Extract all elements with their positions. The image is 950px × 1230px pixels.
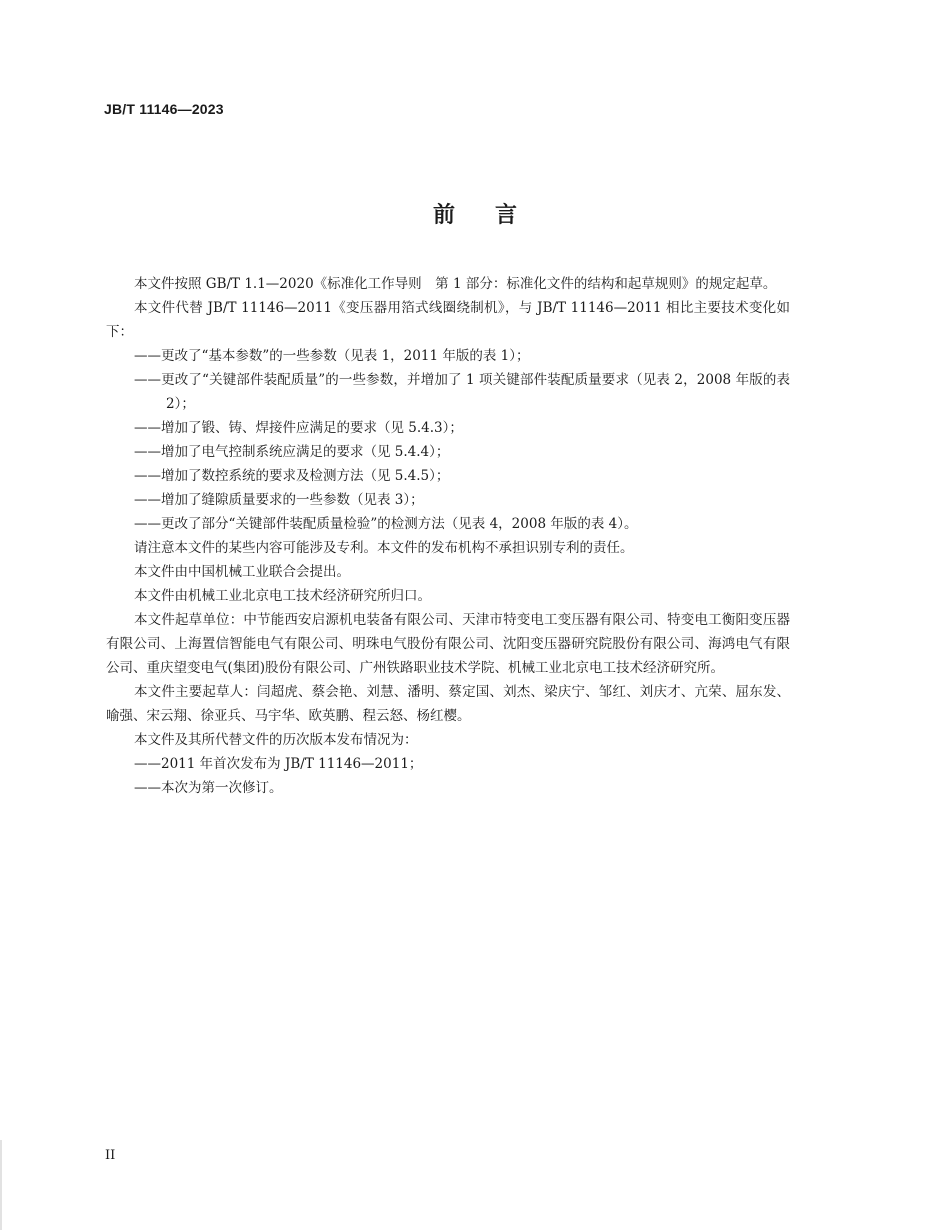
page-number: II	[105, 1148, 116, 1163]
foreword-paragraph-drafting-rule: 本文件按照 GB/T 1.1—2020《标准化工作导则 第 1 部分：标准化文件的结构和起草规则》的规定起草。	[134, 276, 777, 292]
foreword-paragraph-replaces: 本文件代替 JB/T 11146—2011《变压器用箔式线圈绕制机》，与 JB/T 11146—2011 相比主要技术变化如下：	[106, 300, 790, 340]
change-item: ——更改了部分“关键部件装配质量检验”的检测方法（见表 4，2008 年版的表 4）。	[134, 516, 638, 532]
drafting-units: 本文件起草单位：中节能西安启源机电装备有限公司、天津市特变电工变压器有限公司、特变电工衡阳变压器有限公司、上海置信智能电气有限公司、明珠电气股份有限公司、沈阳变压器研究院股份有限公司、海鸿电气有限公司、重庆望变电气(集团)股份有限公司、广州铁路职业技术学院、机械工业北京电工技术经济研究所。	[106, 612, 790, 676]
history-intro: 本文件及其所代替文件的历次版本发布情况为：	[134, 732, 418, 748]
page-edge-rule	[0, 1140, 2, 1230]
foreword-body	[106, 272, 790, 800]
change-item: ——增加了锻、铸、焊接件应满足的要求（见 5.4.3）；	[134, 420, 463, 436]
section-title: 前言	[432, 203, 557, 228]
drafters: 本文件主要起草人：闫超虎、蔡会艳、刘慧、潘明、蔡定国、刘杰、梁庆宁、邹红、刘庆才、亢荣、屈东发、喻强、宋云翔、徐亚兵、马宇华、欧英鹏、程云怒、杨红樱。	[106, 684, 790, 724]
standard-code-header: JB/T 11146—2023	[104, 101, 224, 117]
change-item: ——更改了“基本参数”的一些参数（见表 1，2011 年版的表 1）；	[134, 348, 530, 364]
change-item: ——增加了电气控制系统应满足的要求（见 5.4.4）；	[134, 444, 450, 460]
patent-notice: 请注意本文件的某些内容可能涉及专利。本文件的发布机构不承担识别专利的责任。	[134, 540, 634, 556]
change-item: ——更改了“关键部件装配质量”的一些参数，并增加了 1 项关键部件装配质量要求（见表 2，2008 年版的表 2）；	[134, 372, 790, 412]
history-item: ——本次为第一次修订。	[134, 780, 283, 796]
change-item: ——增加了数控系统的要求及检测方法（见 5.4.5）；	[134, 468, 450, 484]
proposed-by: 本文件由中国机械工业联合会提出。	[134, 564, 350, 580]
change-item: ——增加了缝隙质量要求的一些参数（见表 3）；	[134, 492, 424, 508]
history-item: ——2011 年首次发布为 JB/T 11146—2011；	[134, 756, 423, 772]
centralized-by: 本文件由机械工业北京电工技术经济研究所归口。	[134, 588, 431, 604]
